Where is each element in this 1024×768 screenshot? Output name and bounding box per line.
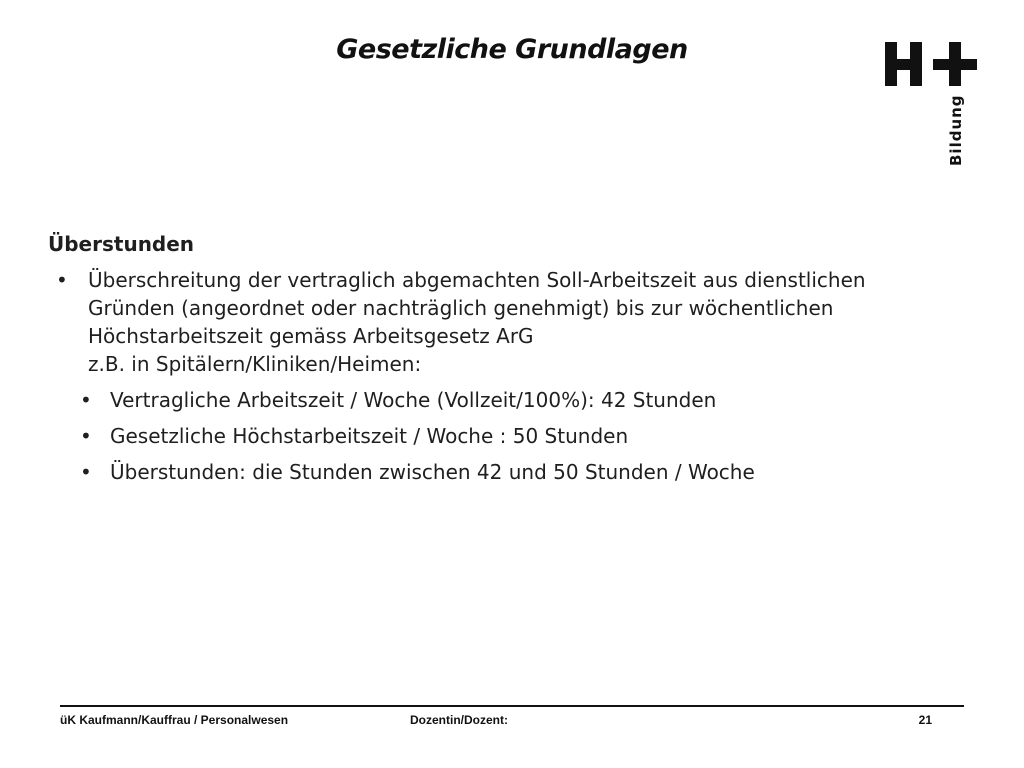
- bullet-dot: •: [80, 460, 92, 484]
- sub-bullet-item: [48, 422, 928, 450]
- footer-page-number: 21: [918, 713, 932, 727]
- bullet-dot: •: [80, 388, 92, 412]
- bullet-line-3: Höchstarbeitszeit gemäss Arbeitsgesetz ArG: [88, 324, 534, 348]
- bullet-dot: •: [56, 268, 68, 292]
- bullet-line-4: z.B. in Spitälern/Kliniken/Heimen:: [88, 352, 422, 376]
- h-plus-bildung-logo: [882, 38, 982, 170]
- bullet-line-2: Gründen (angeordnet oder nachträglich genehmigt) bis zur wöchentlichen: [88, 296, 834, 320]
- footer-lecturer-label: Dozentin/Dozent:: [410, 713, 508, 727]
- main-bullet: [48, 266, 928, 378]
- section-heading: Überstunden: [48, 232, 195, 256]
- sub-bullet-list: [48, 386, 928, 486]
- bullet-line-1: Überschreitung der vertraglich abgemachten Soll-Arbeitszeit aus dienstlichen: [88, 268, 866, 292]
- footer-course: üK Kaufmann/Kauffrau / Personalwesen: [60, 713, 289, 727]
- sub-bullet-item: [48, 458, 928, 486]
- bullet-dot: •: [80, 424, 92, 448]
- sub-bullet-text: Vertragliche Arbeitszeit / Woche (Vollzeit/100%): 42 Stunden: [110, 388, 717, 412]
- footer-divider: [60, 705, 964, 707]
- slide-title: Gesetzliche Grundlagen: [336, 34, 688, 65]
- logo-subtitle: Bildung: [947, 94, 965, 166]
- sub-bullet-text: Gesetzliche Höchstarbeitszeit / Woche : 50 Stunden: [110, 424, 629, 448]
- slide-content: [48, 230, 928, 486]
- sub-bullet-item: [48, 386, 928, 414]
- sub-bullet-text: Überstunden: die Stunden zwischen 42 und 50 Stunden / Woche: [110, 460, 755, 484]
